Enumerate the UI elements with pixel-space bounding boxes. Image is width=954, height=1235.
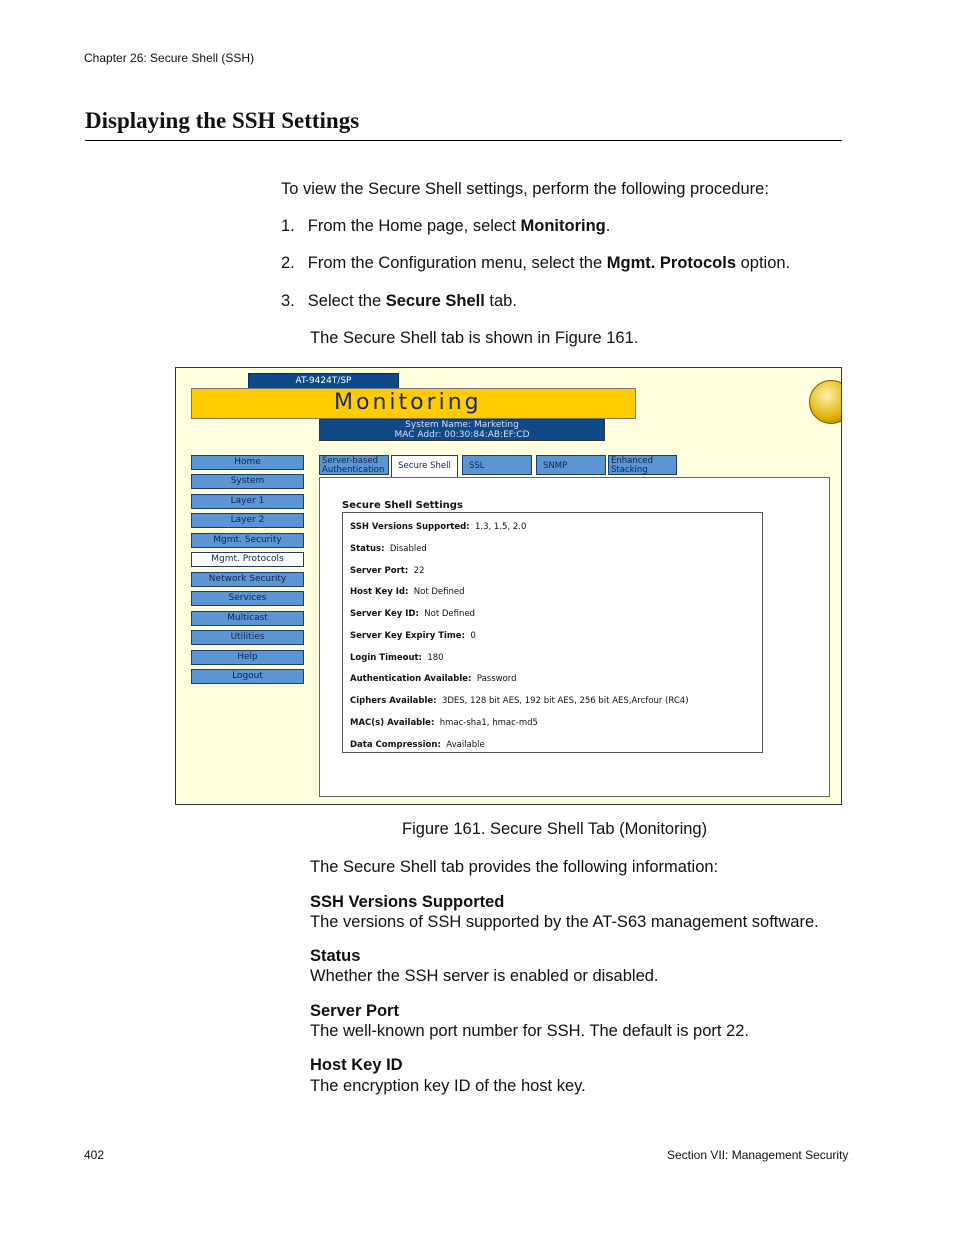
tab-snmp[interactable]: SNMP bbox=[536, 455, 606, 475]
nav-logout[interactable]: Logout bbox=[191, 669, 304, 684]
desc-status: Whether the SSH server is enabled or disabled. bbox=[310, 967, 659, 985]
system-name: System Name: Marketing bbox=[405, 420, 519, 430]
nav-services[interactable]: Services bbox=[191, 591, 304, 606]
setting-status: Status: Disabled bbox=[350, 544, 427, 554]
nav-multicast[interactable]: Multicast bbox=[191, 611, 304, 626]
section-title: Displaying the SSH Settings bbox=[85, 108, 360, 133]
settings-panel-title: Secure Shell Settings bbox=[342, 500, 463, 511]
nav-layer-2[interactable]: Layer 2 bbox=[191, 513, 304, 528]
tab-secure-shell[interactable]: Secure Shell bbox=[391, 455, 458, 477]
setting-login-timeout: Login Timeout: 180 bbox=[350, 653, 444, 663]
setting-macs: MAC(s) Available: hmac-sha1, hmac-md5 bbox=[350, 718, 538, 728]
nav-utilities[interactable]: Utilities bbox=[191, 630, 304, 645]
figure-screenshot bbox=[175, 367, 842, 805]
step-1: 1. From the Home page, select Monitoring. bbox=[281, 217, 611, 235]
footer-section: Section VII: Management Security bbox=[667, 1148, 849, 1162]
intro-text: To view the Secure Shell settings, perform the following procedure: bbox=[281, 180, 769, 198]
nav-mgmt-security[interactable]: Mgmt. Security bbox=[191, 533, 304, 548]
nav-network-security[interactable]: Network Security bbox=[191, 572, 304, 587]
step-3: 3. Select the Secure Shell tab. bbox=[281, 292, 517, 310]
figure-caption: Figure 161. Secure Shell Tab (Monitoring) bbox=[402, 820, 708, 838]
setting-server-key-id: Server Key ID: Not Defined bbox=[350, 609, 475, 619]
setting-server-key-expiry: Server Key Expiry Time: 0 bbox=[350, 631, 476, 641]
term-status: Status bbox=[310, 947, 361, 965]
nav-system[interactable]: System bbox=[191, 474, 304, 489]
step-2: 2. From the Configuration menu, select the Mgmt. Protocols option. bbox=[281, 254, 791, 272]
monitoring-banner-text: Monitoring bbox=[334, 390, 482, 415]
tab-enhanced-stacking[interactable] bbox=[608, 455, 677, 475]
setting-host-key-id: Host Key Id: Not Defined bbox=[350, 587, 465, 597]
desc-server-port: The well-known port number for SSH. The default is port 22. bbox=[310, 1022, 749, 1040]
globe-logo-icon bbox=[809, 380, 842, 424]
title-rule bbox=[85, 140, 842, 141]
tab-enhanced-line1: Enhanced bbox=[611, 456, 654, 466]
figure-reference: The Secure Shell tab is shown in Figure 161. bbox=[310, 329, 639, 347]
nav-layer-1[interactable]: Layer 1 bbox=[191, 494, 304, 509]
term-host-key-id: Host Key ID bbox=[310, 1056, 403, 1074]
nav-help[interactable]: Help bbox=[191, 650, 304, 665]
page-number: 402 bbox=[84, 1148, 105, 1162]
desc-ssh-versions: The versions of SSH supported by the AT-S63 management software. bbox=[310, 913, 819, 931]
nav-home[interactable]: Home bbox=[191, 455, 304, 470]
tab-server-based-authentication[interactable] bbox=[319, 455, 389, 475]
tab-server-auth-line1: Server-based bbox=[322, 456, 379, 466]
term-ssh-versions: SSH Versions Supported bbox=[310, 893, 505, 911]
model-tab: AT-9424T/SP bbox=[248, 373, 399, 389]
setting-authentication: Authentication Available: Password bbox=[350, 674, 517, 684]
running-header: Chapter 26: Secure Shell (SSH) bbox=[84, 51, 255, 65]
tab-enhanced-line2: Stacking bbox=[611, 465, 648, 475]
tab-ssl[interactable]: SSL bbox=[462, 455, 532, 475]
setting-ciphers: Ciphers Available: 3DES, 128 bit AES, 192 bit AES, 256 bit AES,Arcfour (RC4) bbox=[350, 696, 689, 706]
nav-mgmt-protocols[interactable]: Mgmt. Protocols bbox=[191, 552, 304, 567]
tab-server-auth-line2: Authentication bbox=[322, 465, 385, 475]
setting-ssh-versions: SSH Versions Supported: 1.3, 1.5, 2.0 bbox=[350, 522, 527, 532]
system-info-bar bbox=[319, 419, 605, 441]
info-intro: The Secure Shell tab provides the following information: bbox=[310, 858, 719, 876]
term-server-port: Server Port bbox=[310, 1002, 399, 1020]
setting-data-compression: Data Compression: Available bbox=[350, 740, 485, 750]
desc-host-key-id: The encryption key ID of the host key. bbox=[310, 1077, 586, 1095]
mac-address: MAC Addr: 00:30:84:AB:EF:CD bbox=[394, 430, 530, 440]
setting-server-port: Server Port: 22 bbox=[350, 566, 425, 576]
